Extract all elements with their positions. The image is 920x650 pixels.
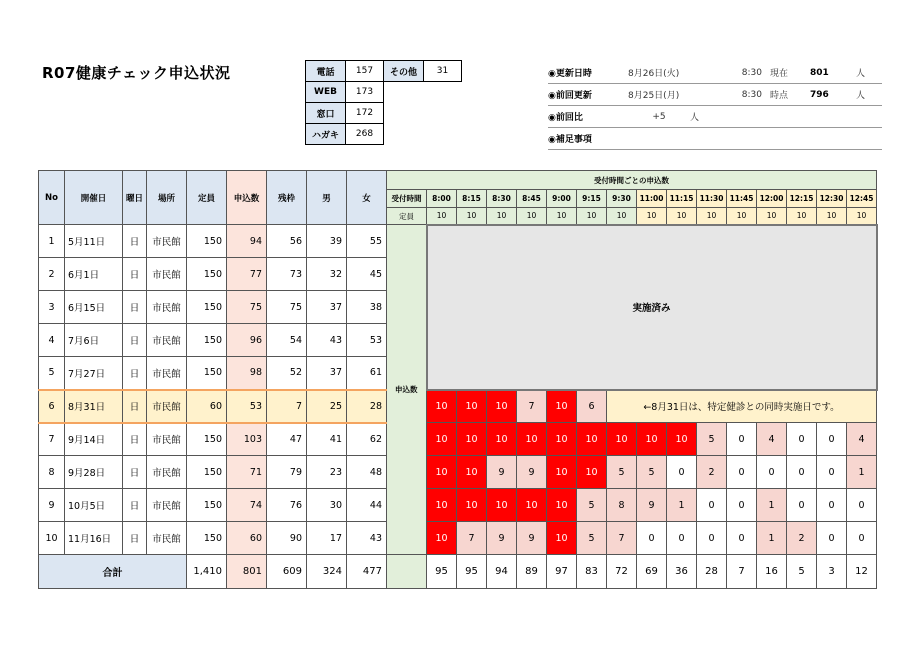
slot-count: 0 xyxy=(817,522,847,555)
total-slot-count: 89 xyxy=(517,555,547,589)
slot-count: 9 xyxy=(487,522,517,555)
info-count: 796 xyxy=(810,89,829,100)
slot-count: 10 xyxy=(487,423,517,456)
slot-count: 10 xyxy=(427,489,457,522)
slot-count: 0 xyxy=(727,522,757,555)
slot-count: 10 xyxy=(547,489,577,522)
table-row xyxy=(39,522,877,555)
slot-capacity: 10 xyxy=(757,208,787,225)
row-dow: 日 xyxy=(123,456,147,489)
slot-count: 2 xyxy=(787,522,817,555)
total-slot-count: 12 xyxy=(847,555,877,589)
slot-count: 10 xyxy=(457,390,487,423)
row-capacity: 150 xyxy=(187,258,227,291)
slot-count: 0 xyxy=(697,522,727,555)
slot-time: 12:00 xyxy=(757,190,787,208)
info-unit: 人 xyxy=(856,69,866,79)
slot-time: 11:00 xyxy=(637,190,667,208)
table-row xyxy=(39,456,877,489)
total-capacity: 1,410 xyxy=(187,555,227,589)
row-capacity: 150 xyxy=(187,489,227,522)
apply-label: 申込数 xyxy=(387,225,427,555)
slot-capacity: 10 xyxy=(607,208,637,225)
slot-count: 1 xyxy=(757,489,787,522)
row-remaining: 52 xyxy=(267,357,307,390)
row-no: 2 xyxy=(39,258,65,291)
channel-summary xyxy=(305,60,462,145)
page-title: R07健康チェック申込状況 xyxy=(42,64,231,82)
slots-title: 受付時間ごとの申込数 xyxy=(387,171,877,190)
row-place: 市民館 xyxy=(147,456,187,489)
row-date: 8月31日 xyxy=(65,390,123,423)
total-row xyxy=(39,555,877,589)
row-no: 3 xyxy=(39,291,65,324)
row-male: 43 xyxy=(307,324,347,357)
row-place: 市民館 xyxy=(147,390,187,423)
slot-capacity: 10 xyxy=(727,208,757,225)
row-place: 市民館 xyxy=(147,522,187,555)
slot-count: 5 xyxy=(577,522,607,555)
slot-count: 5 xyxy=(577,489,607,522)
row-capacity: 150 xyxy=(187,357,227,390)
slot-count: 1 xyxy=(667,489,697,522)
row-no: 4 xyxy=(39,324,65,357)
slot-count: 4 xyxy=(847,423,877,456)
completed-overlay: 実施済み xyxy=(427,225,877,390)
slot-count: 10 xyxy=(457,456,487,489)
total-applications: 801 xyxy=(227,555,267,589)
row-male: 41 xyxy=(307,423,347,456)
info-label: ◉前回比 xyxy=(548,113,583,123)
row-female: 55 xyxy=(347,225,387,258)
col-applications-header: 申込数 xyxy=(227,171,267,225)
total-slot-count: 94 xyxy=(487,555,517,589)
slot-count: 10 xyxy=(547,456,577,489)
slot-count: 10 xyxy=(547,423,577,456)
total-slot-count: 3 xyxy=(817,555,847,589)
info-kind: 時点 xyxy=(770,91,789,101)
slot-count: 10 xyxy=(517,489,547,522)
slot-time: 8:15 xyxy=(457,190,487,208)
slot-count: 6 xyxy=(577,390,607,423)
total-slot-count: 36 xyxy=(667,555,697,589)
row-place: 市民館 xyxy=(147,489,187,522)
slot-count: 10 xyxy=(547,390,577,423)
slot-capacity: 10 xyxy=(577,208,607,225)
row-remaining: 90 xyxy=(267,522,307,555)
header-row xyxy=(39,171,877,190)
slot-time: 8:00 xyxy=(427,190,457,208)
info-unit: 人 xyxy=(690,113,700,123)
col-remaining-header: 残枠 xyxy=(267,171,307,225)
row-remaining: 76 xyxy=(267,489,307,522)
row-capacity: 150 xyxy=(187,423,227,456)
channel-value: 173 xyxy=(346,82,384,103)
update-info xyxy=(548,62,882,150)
row-male: 32 xyxy=(307,258,347,291)
slot-count: 10 xyxy=(427,456,457,489)
col-male-header: 男 xyxy=(307,171,347,225)
row-dow: 日 xyxy=(123,390,147,423)
slot-count: 9 xyxy=(487,456,517,489)
row-capacity: 150 xyxy=(187,291,227,324)
info-notes xyxy=(548,128,882,150)
slot-capacity: 10 xyxy=(487,208,517,225)
slot-count: 1 xyxy=(757,522,787,555)
slot-capacity: 10 xyxy=(787,208,817,225)
slot-count: 0 xyxy=(847,489,877,522)
row-dow: 日 xyxy=(123,324,147,357)
slot-capacity: 10 xyxy=(847,208,877,225)
row-capacity: 60 xyxy=(187,390,227,423)
slot-capacity: 10 xyxy=(697,208,727,225)
slot-count: 5 xyxy=(607,456,637,489)
table-row xyxy=(39,489,877,522)
note-text: ←8月31日は、特定健診との同時実施日です。 xyxy=(607,390,877,423)
slot-capacity: 10 xyxy=(817,208,847,225)
row-remaining: 54 xyxy=(267,324,307,357)
slot-time: 12:45 xyxy=(847,190,877,208)
info-date: 8月26日(火) xyxy=(628,69,680,79)
row-dow: 日 xyxy=(123,522,147,555)
row-no: 1 xyxy=(39,225,65,258)
slot-count: 0 xyxy=(697,489,727,522)
slot-capacity: 10 xyxy=(457,208,487,225)
col-no-header: No xyxy=(39,171,65,225)
row-place: 市民館 xyxy=(147,258,187,291)
slot-count: 10 xyxy=(577,456,607,489)
row-date: 7月27日 xyxy=(65,357,123,390)
row-male: 25 xyxy=(307,390,347,423)
row-place: 市民館 xyxy=(147,357,187,390)
row-applications: 75 xyxy=(227,291,267,324)
slot-time: 11:15 xyxy=(667,190,697,208)
row-applications: 98 xyxy=(227,357,267,390)
row-place: 市民館 xyxy=(147,225,187,258)
total-slot-count: 97 xyxy=(547,555,577,589)
row-no: 5 xyxy=(39,357,65,390)
row-date: 7月6日 xyxy=(65,324,123,357)
row-remaining: 73 xyxy=(267,258,307,291)
table-row xyxy=(39,225,877,258)
slot-count: 10 xyxy=(577,423,607,456)
slot-count: 5 xyxy=(697,423,727,456)
slot-count: 0 xyxy=(817,423,847,456)
total-male: 324 xyxy=(307,555,347,589)
row-male: 30 xyxy=(307,489,347,522)
slot-row-label: 受付時間 xyxy=(387,190,427,208)
channel-value: 268 xyxy=(346,124,384,145)
total-slot-count: 72 xyxy=(607,555,637,589)
channel-label: 電話 xyxy=(306,61,346,82)
slot-count: 10 xyxy=(427,390,457,423)
info-unit: 人 xyxy=(856,91,866,101)
row-date: 10月5日 xyxy=(65,489,123,522)
channel-value: 172 xyxy=(346,103,384,124)
row-female: 28 xyxy=(347,390,387,423)
slot-time: 8:45 xyxy=(517,190,547,208)
total-slot-count: 69 xyxy=(637,555,667,589)
slot-count: 0 xyxy=(727,456,757,489)
row-date: 5月11日 xyxy=(65,225,123,258)
row-remaining: 47 xyxy=(267,423,307,456)
slot-count: 9 xyxy=(637,489,667,522)
slot-count: 10 xyxy=(517,423,547,456)
info-label: ◉更新日時 xyxy=(548,69,592,79)
info-previous xyxy=(548,84,882,106)
row-male: 37 xyxy=(307,291,347,324)
row-remaining: 56 xyxy=(267,225,307,258)
row-capacity: 150 xyxy=(187,225,227,258)
slot-count: 1 xyxy=(847,456,877,489)
row-female: 62 xyxy=(347,423,387,456)
total-slot-count: 95 xyxy=(427,555,457,589)
row-applications: 71 xyxy=(227,456,267,489)
blank xyxy=(384,124,462,145)
slot-capacity: 10 xyxy=(547,208,577,225)
info-updated xyxy=(548,62,882,84)
row-capacity: 150 xyxy=(187,324,227,357)
slot-count: 0 xyxy=(757,456,787,489)
slot-time: 9:30 xyxy=(607,190,637,208)
col-female-header: 女 xyxy=(347,171,387,225)
row-female: 45 xyxy=(347,258,387,291)
row-female: 38 xyxy=(347,291,387,324)
slot-count: 10 xyxy=(607,423,637,456)
row-no: 6 xyxy=(39,390,65,423)
slot-count: 7 xyxy=(457,522,487,555)
row-date: 11月16日 xyxy=(65,522,123,555)
total-slot-count: 83 xyxy=(577,555,607,589)
row-dow: 日 xyxy=(123,291,147,324)
row-no: 8 xyxy=(39,456,65,489)
slot-count: 10 xyxy=(547,522,577,555)
row-dow: 日 xyxy=(123,489,147,522)
slot-capacity: 10 xyxy=(517,208,547,225)
total-slot-count: 28 xyxy=(697,555,727,589)
slot-time: 8:30 xyxy=(487,190,517,208)
slot-count: 10 xyxy=(427,423,457,456)
slot-count: 0 xyxy=(847,522,877,555)
slot-count: 10 xyxy=(667,423,697,456)
row-female: 43 xyxy=(347,522,387,555)
slot-count: 0 xyxy=(667,456,697,489)
slot-count: 2 xyxy=(697,456,727,489)
slot-count: 9 xyxy=(517,522,547,555)
table-row xyxy=(39,390,877,423)
total-slot-count: 95 xyxy=(457,555,487,589)
slot-time: 11:30 xyxy=(697,190,727,208)
col-capacity-header: 定員 xyxy=(187,171,227,225)
row-applications: 53 xyxy=(227,390,267,423)
row-date: 9月14日 xyxy=(65,423,123,456)
col-date-header: 開催日 xyxy=(65,171,123,225)
slot-count: 0 xyxy=(787,456,817,489)
channel-label: 窓口 xyxy=(306,103,346,124)
row-capacity: 150 xyxy=(187,522,227,555)
row-applications: 77 xyxy=(227,258,267,291)
slot-count: 0 xyxy=(727,423,757,456)
info-label: ◉前回更新 xyxy=(548,91,592,101)
slot-count: 5 xyxy=(637,456,667,489)
slot-count: 9 xyxy=(517,456,547,489)
channel-label: WEB xyxy=(306,82,346,103)
total-slot-count: 7 xyxy=(727,555,757,589)
total-slot-count: 5 xyxy=(787,555,817,589)
row-capacity: 150 xyxy=(187,456,227,489)
slot-count: 10 xyxy=(487,390,517,423)
row-date: 6月15日 xyxy=(65,291,123,324)
slot-time: 12:30 xyxy=(817,190,847,208)
slot-count: 7 xyxy=(607,522,637,555)
slot-count: 0 xyxy=(787,489,817,522)
row-remaining: 79 xyxy=(267,456,307,489)
total-slot-count: 16 xyxy=(757,555,787,589)
slot-count: 7 xyxy=(517,390,547,423)
total-female: 477 xyxy=(347,555,387,589)
row-remaining: 7 xyxy=(267,390,307,423)
slot-count: 10 xyxy=(637,423,667,456)
col-dow-header: 曜日 xyxy=(123,171,147,225)
row-no: 9 xyxy=(39,489,65,522)
row-dow: 日 xyxy=(123,357,147,390)
info-compare xyxy=(548,106,882,128)
total-label: 合計 xyxy=(39,555,187,589)
table-row xyxy=(39,423,877,456)
row-date: 9月28日 xyxy=(65,456,123,489)
row-male: 23 xyxy=(307,456,347,489)
row-place: 市民館 xyxy=(147,423,187,456)
row-applications: 96 xyxy=(227,324,267,357)
row-male: 37 xyxy=(307,357,347,390)
slot-capacity: 10 xyxy=(637,208,667,225)
row-place: 市民館 xyxy=(147,324,187,357)
channel-value: 157 xyxy=(346,61,384,82)
info-kind: 現在 xyxy=(770,69,789,79)
row-applications: 60 xyxy=(227,522,267,555)
row-female: 61 xyxy=(347,357,387,390)
slot-count: 0 xyxy=(637,522,667,555)
info-label: ◉補足事項 xyxy=(548,135,592,145)
row-female: 53 xyxy=(347,324,387,357)
blank xyxy=(384,82,462,103)
slot-count: 0 xyxy=(727,489,757,522)
row-place: 市民館 xyxy=(147,291,187,324)
slot-count: 10 xyxy=(487,489,517,522)
slot-count: 4 xyxy=(757,423,787,456)
row-dow: 日 xyxy=(123,423,147,456)
row-male: 39 xyxy=(307,225,347,258)
info-time: 8:30 xyxy=(741,89,762,100)
cap-row-label: 定員 xyxy=(387,208,427,225)
blank xyxy=(384,103,462,124)
row-no: 7 xyxy=(39,423,65,456)
slot-count: 8 xyxy=(607,489,637,522)
row-no: 10 xyxy=(39,522,65,555)
slot-count: 0 xyxy=(787,423,817,456)
slot-count: 0 xyxy=(667,522,697,555)
row-applications: 103 xyxy=(227,423,267,456)
channel-value: 31 xyxy=(424,61,462,82)
row-date: 6月1日 xyxy=(65,258,123,291)
row-applications: 94 xyxy=(227,225,267,258)
row-male: 17 xyxy=(307,522,347,555)
slot-count: 10 xyxy=(427,522,457,555)
row-applications: 74 xyxy=(227,489,267,522)
slot-time: 9:00 xyxy=(547,190,577,208)
slot-count: 0 xyxy=(817,489,847,522)
registration-table xyxy=(38,170,878,589)
row-remaining: 75 xyxy=(267,291,307,324)
row-dow: 日 xyxy=(123,258,147,291)
channel-label: その他 xyxy=(384,61,424,82)
info-date: 8月25日(月) xyxy=(628,91,680,101)
channel-label: ハガキ xyxy=(306,124,346,145)
row-dow: 日 xyxy=(123,225,147,258)
slot-time: 11:45 xyxy=(727,190,757,208)
slot-count: 10 xyxy=(457,423,487,456)
slot-time: 9:15 xyxy=(577,190,607,208)
info-diff: +5 xyxy=(652,111,666,122)
slot-count: 10 xyxy=(457,489,487,522)
slot-time: 12:15 xyxy=(787,190,817,208)
info-time: 8:30 xyxy=(741,67,762,78)
info-count: 801 xyxy=(810,67,829,78)
total-spacer xyxy=(387,555,427,589)
slot-capacity: 10 xyxy=(667,208,697,225)
col-place-header: 場所 xyxy=(147,171,187,225)
slot-count: 0 xyxy=(817,456,847,489)
slot-capacity: 10 xyxy=(427,208,457,225)
row-female: 48 xyxy=(347,456,387,489)
total-remaining: 609 xyxy=(267,555,307,589)
row-female: 44 xyxy=(347,489,387,522)
